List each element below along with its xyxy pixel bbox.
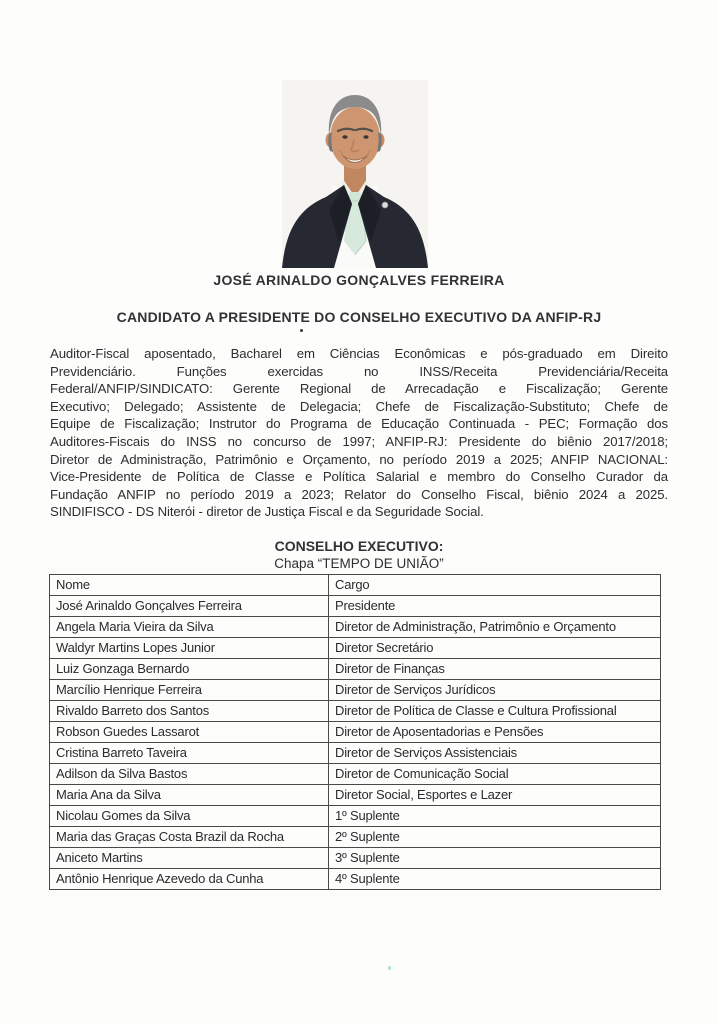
member-role-cell: Diretor de Administração, Patrimônio e Orçamento (329, 617, 661, 638)
member-role-cell: Presidente (329, 596, 661, 617)
biography-line: Vice-Presidente de Política de Classe e Política Salarial e membro do Conselho Curador da (50, 469, 668, 485)
column-header-cargo: Cargo (329, 575, 661, 596)
table-row (50, 638, 661, 659)
biography-line: Auditor-Fiscal aposentado, Bacharel em Ciências Econômicas e pós-graduado em Direito (50, 346, 668, 361)
table-header-row (50, 575, 661, 596)
candidate-photo (282, 80, 428, 268)
biography-line: Previdenciário. Funções exercidas no INSS/Receita Previdenciária/Receita (50, 363, 668, 379)
table-row (50, 596, 661, 617)
section-subheading: Chapa “TEMPO DE UNIÃO” (274, 556, 444, 571)
member-name-cell: Angela Maria Vieira da Silva (50, 617, 329, 638)
member-role-cell: Diretor de Política de Classe e Cultura Profissional (329, 701, 661, 722)
member-role-cell: Diretor de Comunicação Social (329, 764, 661, 785)
member-name-cell: Maria Ana da Silva (50, 785, 329, 806)
candidate-portrait-icon (282, 80, 428, 268)
biography-line: Executivo; Delegado; Assistente de Delegacia; Chefe de Fiscalização-Substituto; Chefe de (50, 398, 668, 414)
member-name-cell: Antônio Henrique Azevedo da Cunha (50, 869, 329, 890)
biography-line: Federal/ANFIP/SINDICATO: Gerente Regional de Arrecadação e Fiscalização; Gerente (50, 381, 668, 397)
member-role-cell: 3º Suplente (329, 848, 661, 869)
member-name-cell: Aniceto Martins (50, 848, 329, 869)
member-name-cell: Waldyr Martins Lopes Junior (50, 638, 329, 659)
member-name-cell: Cristina Barreto Taveira (50, 743, 329, 764)
table-row (50, 701, 661, 722)
candidacy-subtitle: CANDIDATO A PRESIDENTE DO CONSELHO EXECUTIVO DA ANFIP-RJ (116, 309, 602, 325)
member-role-cell: 1º Suplente (329, 806, 661, 827)
member-name-cell: Maria das Graças Costa Brazil da Rocha (50, 827, 329, 848)
biography-line: SINDIFISCO - DS Niterói - diretor de Justiça Fiscal e da Seguridade Social. (50, 504, 484, 520)
stray-dot-artifact (300, 329, 303, 332)
table-row (50, 680, 661, 701)
table-row (50, 785, 661, 806)
member-role-cell: Diretor Social, Esportes e Lazer (329, 785, 661, 806)
biography-line: Equipe de Fiscalização; Instrutor do Programa de Educação Continuada - PEC; Formação dos (50, 416, 668, 432)
member-role-cell: Diretor de Serviços Assistenciais (329, 743, 661, 764)
candidate-name-title: JOSÉ ARINALDO GONÇALVES FERREIRA (213, 272, 505, 288)
member-name-cell: Nicolau Gomes da Silva (50, 806, 329, 827)
member-name-cell: Luiz Gonzaga Bernardo (50, 659, 329, 680)
biography-line: Fundação ANFIP no período 2019 a 2023; Relator do Conselho Fiscal, biênio 2024 a 2025. (50, 486, 668, 502)
member-role-cell: Diretor de Finanças (329, 659, 661, 680)
biography-line: Diretor de Administração, Patrimônio e Orçamento, no período 2019 a 2025; ANFIP NACIONAL: (50, 451, 668, 467)
member-role-cell: Diretor de Aposentadorias e Pensões (329, 722, 661, 743)
table-row (50, 764, 661, 785)
table-row (50, 827, 661, 848)
table-body (50, 596, 661, 890)
table-row (50, 722, 661, 743)
column-header-nome: Nome (50, 575, 329, 596)
table-row (50, 743, 661, 764)
member-role-cell: Diretor de Serviços Jurídicos (329, 680, 661, 701)
biography-line: Auditores-Fiscais do INSS no concurso de 1997; ANFIP-RJ: Presidente do biênio 2017/2018; (50, 433, 668, 449)
scan-speck-artifact (388, 966, 391, 970)
section-heading: CONSELHO EXECUTIVO: (274, 538, 444, 554)
lapel-pin-icon (382, 202, 388, 208)
member-name-cell: Robson Guedes Lassarot (50, 722, 329, 743)
member-name-cell: Adilson da Silva Bastos (50, 764, 329, 785)
member-role-cell: Diretor Secretário (329, 638, 661, 659)
biography-paragraph (50, 345, 668, 521)
table-row (50, 617, 661, 638)
member-role-cell: 4º Suplente (329, 869, 661, 890)
executive-council-table (49, 574, 661, 890)
table-row (50, 869, 661, 890)
table-row (50, 848, 661, 869)
table-row (50, 806, 661, 827)
member-role-cell: 2º Suplente (329, 827, 661, 848)
member-name-cell: Marcílio Henrique Ferreira (50, 680, 329, 701)
table-row (50, 659, 661, 680)
member-name-cell: José Arinaldo Gonçalves Ferreira (50, 596, 329, 617)
member-name-cell: Rivaldo Barreto dos Santos (50, 701, 329, 722)
